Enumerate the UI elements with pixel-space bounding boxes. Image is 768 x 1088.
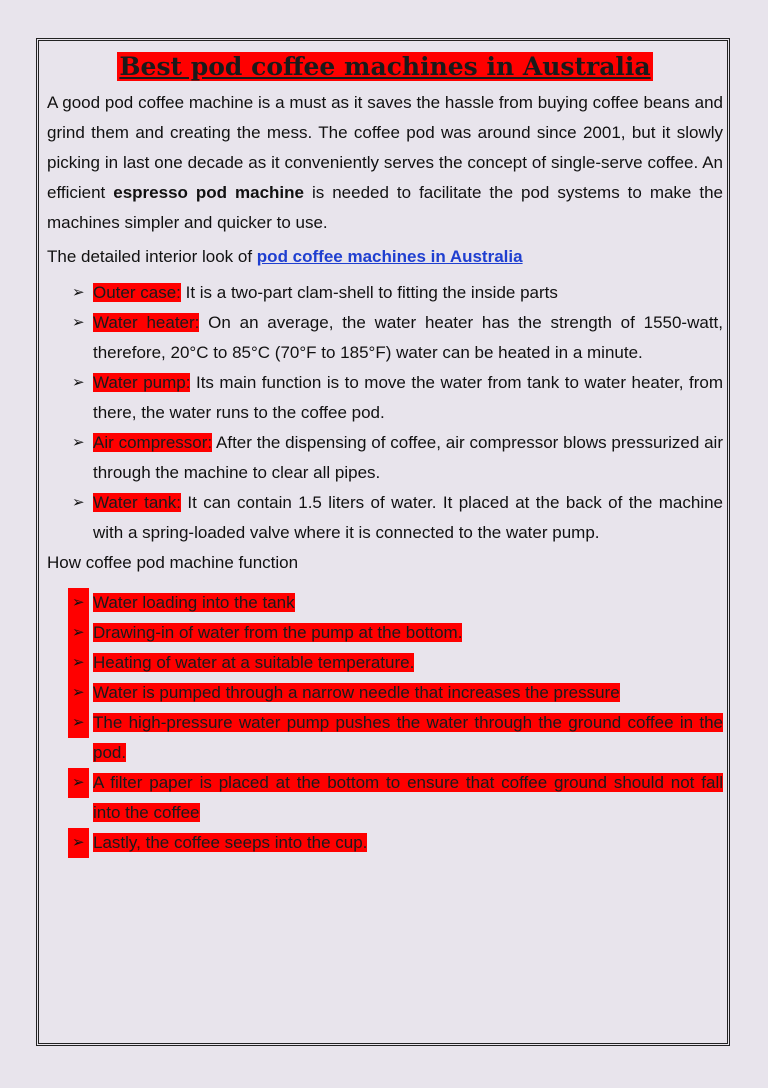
part-desc: After the dispensing of coffee, air compressor blows pressurized air through the machine to clear all pipes. <box>93 433 723 482</box>
arrow-bullet-icon: ➢ <box>68 618 89 648</box>
part-term: Water pump: <box>93 373 191 392</box>
intro-paragraph <box>47 88 723 238</box>
part-term: Air compressor: <box>93 433 213 452</box>
list-item <box>47 278 723 308</box>
part-desc: It can contain 1.5 liters of water. It placed at the back of the machine with a spring-loaded valve where it is connected to the water pump. <box>93 493 723 542</box>
function-heading: How coffee pod machine function <box>47 553 299 572</box>
arrow-bullet-icon: ➢ <box>68 648 89 678</box>
list-item <box>47 308 723 368</box>
pod-machines-link[interactable]: pod coffee machines in Australia <box>256 247 523 266</box>
arrow-bullet-icon: ➢ <box>72 434 85 451</box>
arrow-bullet-icon: ➢ <box>72 284 85 301</box>
part-desc: It is a two-part clam-shell to fitting the inside parts <box>180 283 558 302</box>
arrow-bullet-icon: ➢ <box>68 768 89 798</box>
step-text: Water is pumped through a narrow needle that increases the pressure <box>93 683 620 702</box>
interior-text: The detailed interior look of <box>47 247 257 266</box>
arrow-bullet-icon: ➢ <box>68 708 89 738</box>
step-text: A filter paper is placed at the bottom to ensure that coffee ground should not fall into the coffee <box>93 773 723 822</box>
list-item <box>47 488 723 548</box>
part-desc: On an average, the water heater has the strength of 1550-watt, therefore, 20°C to 85°C (70°F to 185°F) water can be heated in a minute. <box>93 313 723 362</box>
step-text: Drawing-in of water from the pump at the bottom. <box>93 623 463 642</box>
intro-text-end: is needed to facilitate the pod systems to make the machines simpler and quicker to use. <box>47 183 723 232</box>
interior-paragraph <box>47 242 723 272</box>
part-desc: Its main function is to move the water from tank to water heater, from there, the water runs to the coffee pod. <box>93 373 723 422</box>
document-body <box>47 50 723 858</box>
arrow-bullet-icon: ➢ <box>72 314 85 331</box>
step-text: The high-pressure water pump pushes the water through the ground coffee in the pod. <box>93 713 723 762</box>
arrow-bullet-icon: ➢ <box>72 494 85 511</box>
steps-list <box>47 588 723 858</box>
step-text: Heating of water at a suitable temperature. <box>93 653 415 672</box>
list-item <box>47 588 723 618</box>
part-term: Water heater: <box>93 313 200 332</box>
list-item <box>47 678 723 708</box>
step-text: Water loading into the tank <box>93 593 295 612</box>
arrow-bullet-icon: ➢ <box>68 588 89 618</box>
intro-text-start: A good pod coffee machine is a must as it saves the hassle from buying coffee beans and grind them and creating the mess. The coffee pod was around since 2001, but it slowly picking in last one decade as it conveniently serves the concept of single-serve coffee. An efficient <box>47 93 723 202</box>
list-item <box>47 648 723 678</box>
list-item <box>47 708 723 768</box>
arrow-bullet-icon: ➢ <box>68 828 89 858</box>
part-term: Outer case: <box>93 283 181 302</box>
intro-bold-term: espresso pod machine <box>113 183 304 202</box>
list-item <box>47 768 723 828</box>
arrow-bullet-icon: ➢ <box>72 374 85 391</box>
arrow-bullet-icon: ➢ <box>68 678 89 708</box>
list-item <box>47 428 723 488</box>
parts-list <box>47 278 723 548</box>
title-text: Best pod coffee machines in Australia <box>119 52 651 81</box>
list-item <box>47 828 723 858</box>
step-text: Lastly, the coffee seeps into the cup. <box>93 833 368 852</box>
list-item <box>47 618 723 648</box>
part-term: Water tank: <box>93 493 181 512</box>
list-item <box>47 368 723 428</box>
page-title <box>47 50 723 84</box>
